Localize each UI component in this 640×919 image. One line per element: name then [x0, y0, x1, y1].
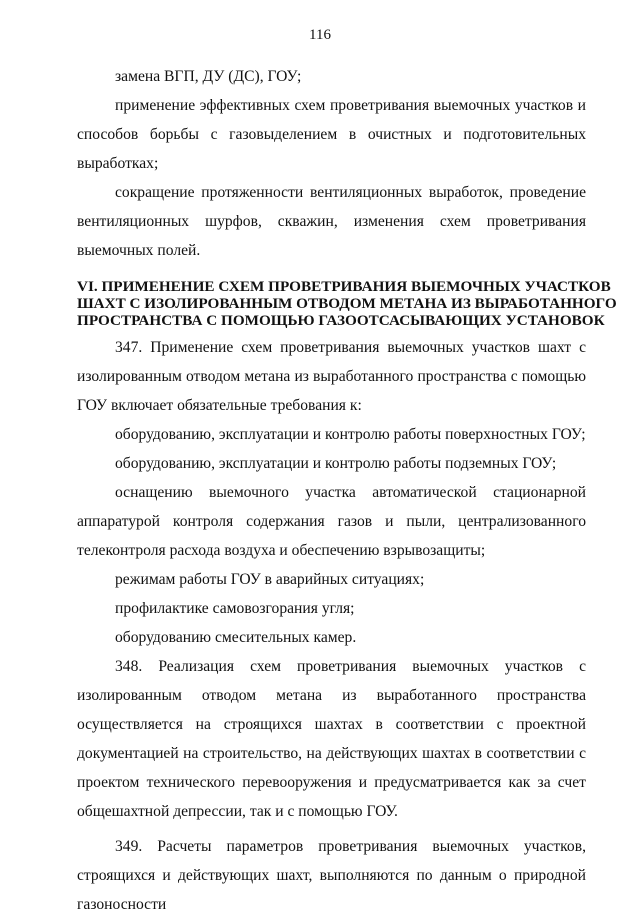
paragraph-349: 349. Расчеты параметров проветривания выемочных участков, строящихся и действующих шахт, выполняются по данным о природной газоносности: [77, 838, 586, 913]
section-heading-line: VI. ПРИМЕНЕНИЕ СХЕМ ПРОВЕТРИВАНИЯ ВЫЕМОЧНЫХ УЧАСТКОВ: [77, 278, 611, 295]
list-item: оборудованию, эксплуатации и контролю работы подземных ГОУ;: [115, 455, 557, 472]
document-body: [77, 62, 617, 919]
list-item: режимам работы ГОУ в аварийных ситуациях;: [115, 571, 425, 588]
list-item: оснащению выемочного участка автоматической стационарной аппаратурой контроля содержания газов и пыли, централизованного телеконтроля расхода воздуха и обеспечению взрывозащиты;: [77, 484, 586, 559]
paragraph: сокращение протяженности вентиляционных выработок, проведение вентиляционных шурфов, скважин, изменения схем проветривания выемочных полей.: [77, 184, 586, 259]
paragraph-347: 347. Применение схем проветривания выемочных участков шахт с изолированным отводом метана из выработанного пространства с помощью ГОУ включает обязательные требования к:: [77, 339, 586, 414]
section-heading-line: ШАХТ С ИЗОЛИРОВАННЫМ ОТВОДОМ МЕТАНА ИЗ ВЫРАБОТАННОГО: [77, 295, 617, 312]
list-item: оборудованию, эксплуатации и контролю работы поверхностных ГОУ;: [115, 426, 586, 443]
section-heading: [77, 278, 617, 329]
paragraph-348: 348. Реализация схем проветривания выемочных участков с изолированным отводом метана из выработанного пространства осуществляется на строящихся шахтах в соответствии с проектной документацией на строительство, на действующих шахтах в соответствии с проектом технического перевооружения и предусматривается как за счет общешахтной депрессии, так и с помощью ГОУ.: [77, 658, 586, 820]
paragraph: замена ВГП, ДУ (ДС), ГОУ;: [115, 68, 302, 85]
list-item: профилактике самовозгорания угля;: [115, 600, 355, 617]
section-heading-line: ПРОСТРАНСТВА С ПОМОЩЬЮ ГАЗООТСАСЫВАЮЩИХ УСТАНОВОК: [77, 312, 605, 329]
list-item: оборудованию смесительных камер.: [115, 629, 357, 646]
page-number: 116: [309, 27, 331, 43]
paragraph: применение эффективных схем проветривания выемочных участков и способов борьбы с газовыделением в очистных и подготовительных выработках;: [77, 97, 586, 172]
